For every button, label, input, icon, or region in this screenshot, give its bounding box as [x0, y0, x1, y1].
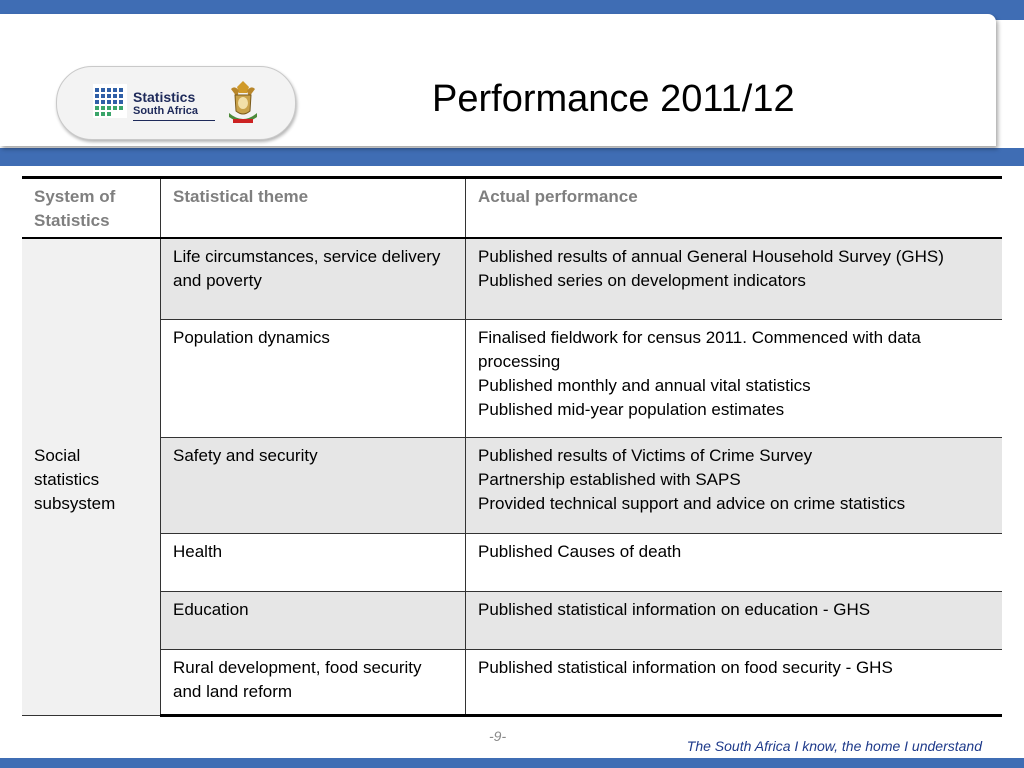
performance-line: Published results of annual General Household Survey (GHS): [478, 247, 944, 266]
performance-cell: [466, 533, 1003, 591]
column-header-theme: Statistical theme: [161, 178, 466, 239]
performance-cell: [466, 437, 1003, 533]
theme-cell: Safety and security: [161, 437, 466, 533]
column-header-performance: Actual performance: [466, 178, 1003, 239]
performance-line: Published monthly and annual vital statistics: [478, 375, 811, 395]
logo-underline: [133, 120, 215, 121]
header-card: [0, 14, 996, 146]
theme-cell: Education: [161, 591, 466, 649]
performance-line: Finalised fieldwork for census 2011. Commenced with data processing: [478, 327, 921, 371]
performance-cell: [466, 319, 1003, 437]
table-row: [22, 437, 1002, 533]
footer-tagline: The South Africa I know, the home I understand: [686, 738, 982, 754]
header-band: [0, 148, 1024, 166]
page-title: Performance 2011/12: [432, 78, 795, 120]
performance-table: [22, 176, 1002, 717]
logo-text-line2: South Africa: [133, 105, 198, 117]
coat-of-arms-icon: [225, 79, 261, 127]
performance-line: Provided technical support and advice on crime statistics: [478, 493, 906, 513]
table-row: [22, 319, 1002, 437]
table-row: [22, 649, 1002, 715]
bottom-band: [0, 758, 1024, 768]
table-row: [22, 238, 1002, 319]
performance-line: Published results of Victims of Crime Survey: [478, 445, 813, 465]
table-row: [22, 533, 1002, 591]
performance-line: Published statistical information on education - GHS: [478, 599, 871, 619]
logo-text-line1: Statistics: [133, 89, 196, 105]
theme-cell: Population dynamics: [161, 319, 466, 437]
performance-line: Published statistical information on food security - GHS: [478, 657, 893, 677]
column-header-system: System of Statistics: [22, 178, 161, 239]
performance-cell: [466, 591, 1003, 649]
performance-line: Published series on development indicators: [478, 271, 806, 290]
theme-cell: Rural development, food security and land reform: [161, 649, 466, 715]
page-number: -9-: [489, 728, 507, 744]
performance-line: Published mid-year population estimates: [478, 399, 785, 419]
stats-sa-logo-icon: [93, 84, 127, 118]
system-cell: Social statistics subsystem: [22, 238, 161, 715]
performance-cell: [466, 649, 1003, 715]
stats-sa-logo: [56, 66, 296, 140]
performance-line: Published Causes of death: [478, 541, 682, 561]
theme-cell: Life circumstances, service delivery and poverty: [161, 238, 466, 319]
performance-cell: [466, 238, 1003, 319]
theme-cell: Health: [161, 533, 466, 591]
table-row: [22, 591, 1002, 649]
performance-line: Partnership established with SAPS: [478, 469, 741, 489]
table-header-row: [22, 178, 1002, 239]
